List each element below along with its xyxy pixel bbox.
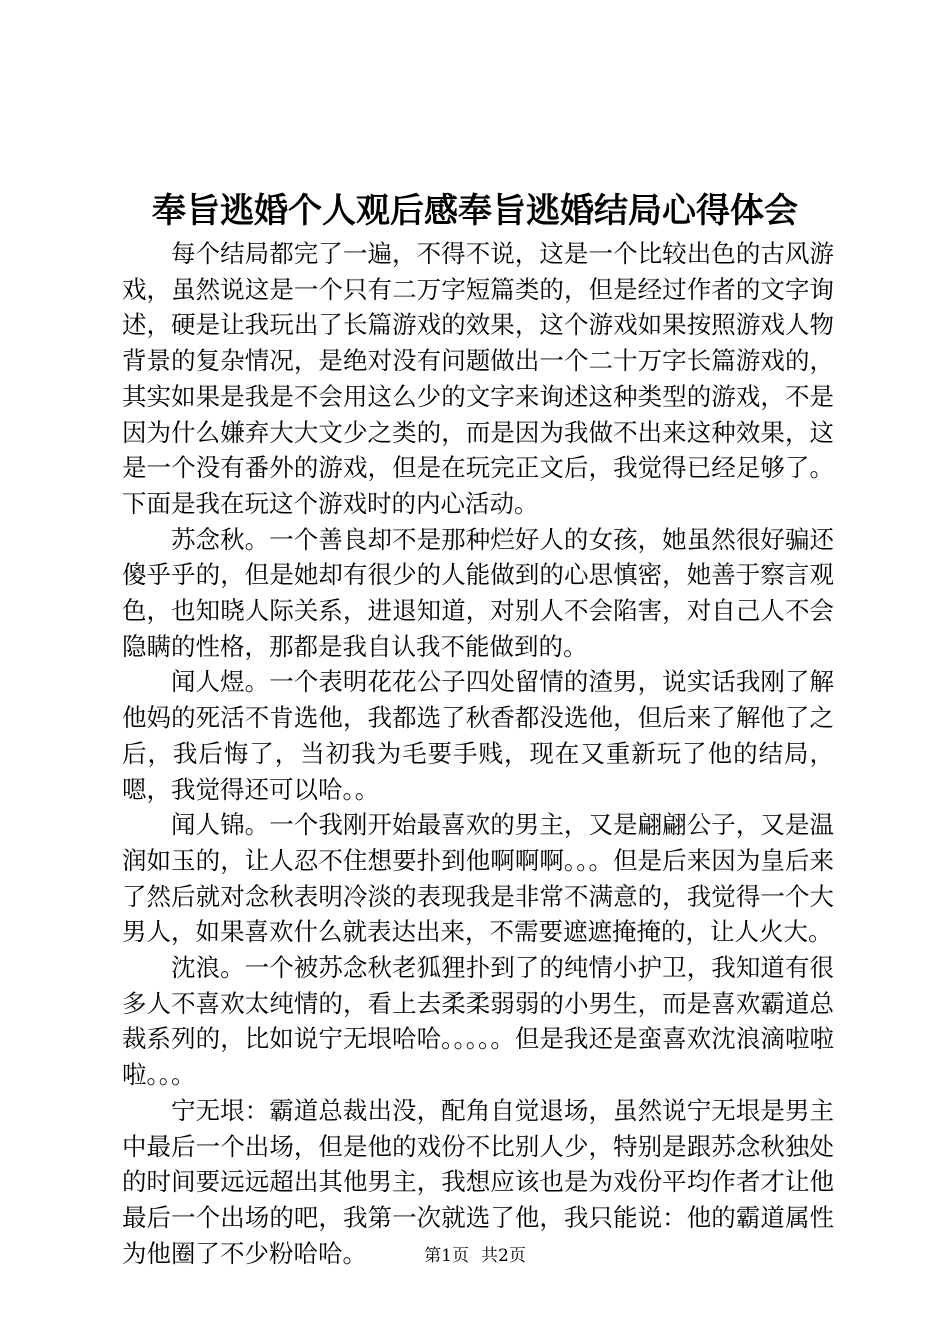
paragraph-ning-wuyin: 宁无垠：霸道总裁出没，配角自觉退场，虽然说宁无垠是男主中最后一个出场，但是他的戏份不比别人少，特别是跟苏念秋独处的时间要远远超出其他男主，我想应该也是为戏份平均作者才让他最后一个出场的吧，我第一次就选了他，我只能说：他的霸道属性为他圈了不少粉哈哈。 [122, 1095, 834, 1268]
document-title: 奉旨逃婚个人观后感奉旨逃婚结局心得体会 [152, 191, 798, 231]
document-body [122, 236, 834, 1271]
paragraph-wenren-jin: 闻人锦。一个我刚开始最喜欢的男主，又是翩翩公子，又是温润如玉的，让人忍不住想要扑到他啊啊啊。。。但是后来因为皇后来了然后就对念秋表明冷淡的表现我是非常不满意的，我觉得一个大男人，如果喜欢什么就表达出来，不需要遮遮掩掩的，让人火大。 [122, 810, 834, 947]
paragraph-wenren-yu: 闻人煜。一个表明花花公子四处留情的渣男，说实话我刚了解他妈的死活不肯选他，我都选了秋香都没选他，但后来了解他了之后，我后悔了，当初我为毛要手贱，现在又重新玩了他的结局，嗯，我觉得还可以哈。。 [122, 667, 834, 804]
paragraph-intro: 每个结局都完了一遍，不得不说，这是一个比较出色的古风游戏，虽然说这是一个只有二万字短篇类的，但是经过作者的文字询述，硬是让我玩出了长篇游戏的效果，这个游戏如果按照游戏人物背景的复杂情况，是绝对没有问题做出一个二十万字长篇游戏的，其实如果是我是不会用这么少的文字来询述这种类型的游戏，不是因为什么嫌弃大大文少之类的，而是因为我做不出来这种效果，这是一个没有番外的游戏，但是在玩完正文后，我觉得已经足够了。下面是我在玩这个游戏时的内心活动。 [122, 239, 834, 518]
page-number-total: 共2页 [481, 1246, 526, 1266]
page-footer [0, 1244, 950, 1268]
paragraph-shen-lang: 沈浪。一个被苏念秋老狐狸扑到了的纯情小护卫，我知道有很多人不喜欢太纯情的，看上去柔柔弱弱的小男生，而是喜欢霸道总裁系列的，比如说宁无垠哈哈。。。。。但是我还是蛮喜欢沈浪滴啦啦啦。。。 [122, 953, 834, 1090]
page-number-current: 第1页 [424, 1246, 469, 1266]
paragraph-su-nianqiu: 苏念秋。一个善良却不是那种烂好人的女孩，她虽然很好骗还傻乎乎的，但是她却有很少的人能做到的心思慎密，她善于察言观色，也知晓人际关系，进退知道，对别人不会陷害，对自己人不会隐瞒的性格，那都是我自认我不能做到的。 [122, 524, 834, 661]
